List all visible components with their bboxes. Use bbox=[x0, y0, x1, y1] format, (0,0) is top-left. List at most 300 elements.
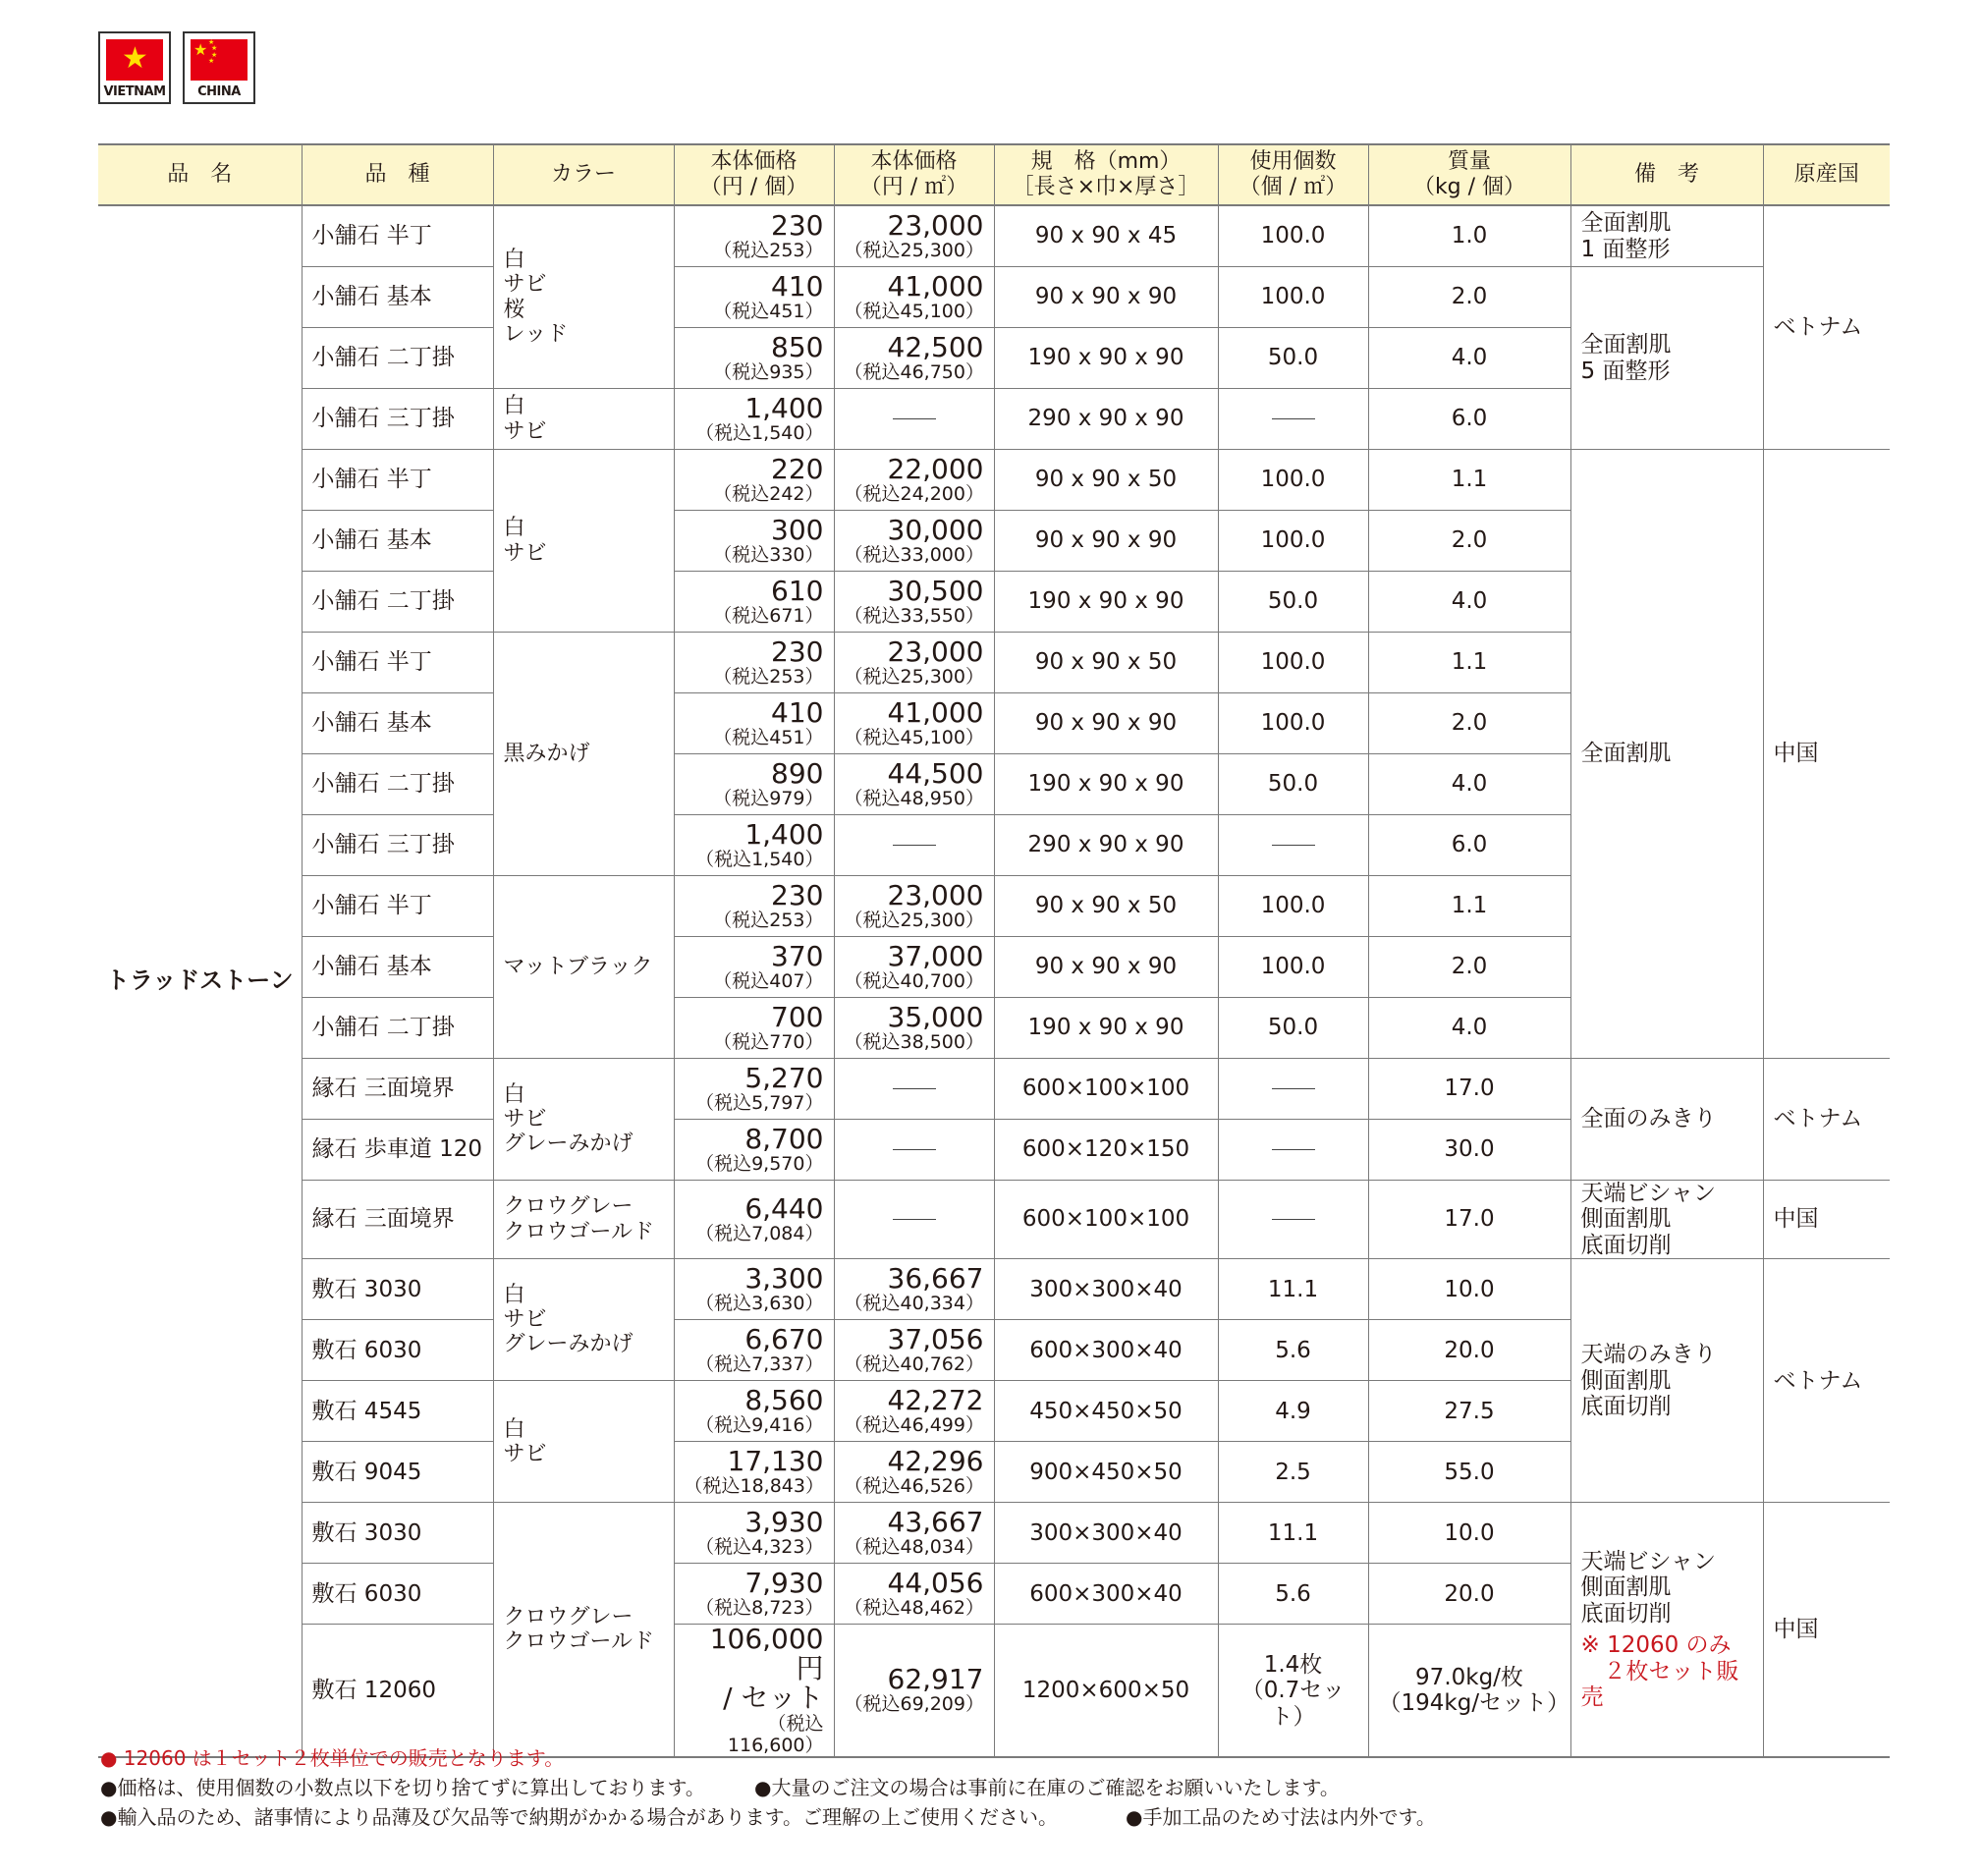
usage-cell: 100.0 bbox=[1218, 450, 1368, 511]
m2-price-tax-value: （税込38,500） bbox=[844, 1030, 984, 1053]
kind-cell: 小舗石 三丁掛 bbox=[302, 815, 493, 876]
price-tax-value: （税込3,630） bbox=[695, 1292, 824, 1314]
price-per-piece-cell bbox=[674, 1259, 834, 1320]
price-per-m2-cell bbox=[834, 1503, 994, 1564]
spec-cell: 90 x 90 x 45 bbox=[994, 205, 1218, 267]
price-per-piece-cell bbox=[674, 998, 834, 1059]
price-tax-value: （税込7,084） bbox=[695, 1222, 824, 1244]
mass-cell: 1.1 bbox=[1368, 876, 1570, 937]
mass-cell: 2.0 bbox=[1368, 267, 1570, 328]
m2-price-tax-value: （税込46,750） bbox=[844, 360, 984, 383]
price-value: 7,930 bbox=[744, 1566, 824, 1599]
price-per-m2-cell bbox=[834, 1625, 994, 1758]
m2-price-tax-value: （税込48,034） bbox=[844, 1535, 984, 1558]
footnote-price-calc bbox=[100, 1772, 705, 1800]
price-tax-value: （税込979） bbox=[713, 787, 824, 809]
remarks-text: 天端ビシャン 側面割肌 底面切削 bbox=[1580, 1181, 1717, 1258]
china-star-icon: ★ bbox=[193, 40, 208, 59]
mass-cell: 4.0 bbox=[1368, 998, 1570, 1059]
remarks-text: 天端のみきり 側面割肌 底面切削 bbox=[1580, 1342, 1717, 1420]
price-value: 5,270 bbox=[744, 1061, 824, 1094]
price-per-m2-cell bbox=[834, 389, 994, 450]
price-per-m2-cell bbox=[834, 267, 994, 328]
kind-cell: 敷石 6030 bbox=[302, 1564, 493, 1625]
usage-cell: 50.0 bbox=[1218, 998, 1368, 1059]
table-row bbox=[98, 267, 1890, 328]
remarks-note: ※ 12060 のみ ２枚セット販売 bbox=[1580, 1632, 1739, 1711]
m2-price-tax-value: （税込33,550） bbox=[844, 604, 984, 627]
price-spec-table bbox=[98, 143, 1890, 1758]
header-usage: 使用個数 （個 / ㎡） bbox=[1218, 144, 1368, 205]
price-per-m2-cell bbox=[834, 1381, 994, 1442]
usage-cell: 11.1 bbox=[1218, 1259, 1368, 1320]
price-per-piece-cell bbox=[674, 205, 834, 267]
origin-cell: 中国 bbox=[1763, 1503, 1890, 1758]
header-remarks: 備 考 bbox=[1570, 144, 1763, 205]
kind-cell: 小舗石 半丁 bbox=[302, 633, 493, 693]
price-value: 610 bbox=[771, 574, 824, 607]
header-origin: 原産国 bbox=[1763, 144, 1890, 205]
color-cell: 白 サビ bbox=[493, 389, 674, 450]
price-per-piece-cell bbox=[674, 267, 834, 328]
spec-cell: 600×120×150 bbox=[994, 1120, 1218, 1181]
empty-dash bbox=[1272, 1088, 1315, 1089]
spec-cell: 90 x 90 x 90 bbox=[994, 267, 1218, 328]
m2-price-value: 44,056 bbox=[887, 1566, 984, 1599]
china-small-star-icon: ★ bbox=[208, 38, 215, 46]
price-per-piece-cell bbox=[674, 389, 834, 450]
spec-cell: 900×450×50 bbox=[994, 1442, 1218, 1503]
m2-price-tax-value: （税込40,334） bbox=[844, 1292, 984, 1314]
spec-cell: 90 x 90 x 90 bbox=[994, 693, 1218, 754]
kind-cell: 敷石 9045 bbox=[302, 1442, 493, 1503]
m2-price-value: 41,000 bbox=[887, 695, 984, 729]
price-value: 300 bbox=[771, 513, 824, 546]
china-flag-label: CHINA bbox=[197, 84, 241, 99]
footnote-set-unit bbox=[100, 1742, 564, 1771]
kind-cell: 縁石 三面境界 bbox=[302, 1059, 493, 1120]
mass-cell: 4.0 bbox=[1368, 328, 1570, 389]
usage-cell: 100.0 bbox=[1218, 205, 1368, 267]
m2-price-value: 42,500 bbox=[887, 330, 984, 363]
price-per-piece-cell bbox=[674, 1059, 834, 1120]
empty-dash bbox=[1272, 418, 1315, 419]
price-per-m2-cell bbox=[834, 998, 994, 1059]
m2-price-tax-value: （税込40,700） bbox=[844, 969, 984, 992]
price-value: 17,130 bbox=[727, 1444, 824, 1477]
table-row bbox=[98, 205, 1890, 267]
origin-cell: ベトナム bbox=[1763, 205, 1890, 450]
kind-cell: 小舗石 二丁掛 bbox=[302, 754, 493, 815]
empty-dash bbox=[893, 845, 936, 846]
origin-cell: 中国 bbox=[1763, 450, 1890, 1059]
spec-cell: 90 x 90 x 50 bbox=[994, 876, 1218, 937]
kind-cell: 小舗石 基本 bbox=[302, 511, 493, 572]
spec-cell: 600×300×40 bbox=[994, 1564, 1218, 1625]
price-per-m2-cell bbox=[834, 1120, 994, 1181]
kind-cell: 小舗石 基本 bbox=[302, 937, 493, 998]
footnote-price-calc-text: ●価格は、使用個数の小数点以下を切り捨てずに算出しております。 bbox=[100, 1776, 705, 1799]
color-cell: 黒みかげ bbox=[493, 633, 674, 876]
mass-cell: 1.1 bbox=[1368, 633, 1570, 693]
mass-cell: 17.0 bbox=[1368, 1181, 1570, 1259]
price-tax-value: （税込9,416） bbox=[695, 1413, 824, 1436]
price-per-m2-cell bbox=[834, 450, 994, 511]
price-value: 8,700 bbox=[744, 1122, 824, 1155]
color-cell: 白 サビ 桜 レッド bbox=[493, 205, 674, 389]
kind-cell: 小舗石 半丁 bbox=[302, 876, 493, 937]
table-row bbox=[98, 450, 1890, 511]
usage-cell: 100.0 bbox=[1218, 937, 1368, 998]
usage-cell: 5.6 bbox=[1218, 1564, 1368, 1625]
price-per-piece-cell bbox=[674, 1181, 834, 1259]
price-per-m2-cell bbox=[834, 572, 994, 633]
price-tax-value: （税込330） bbox=[713, 543, 824, 566]
m2-price-value: 35,000 bbox=[887, 1000, 984, 1033]
china-small-star-icon: ★ bbox=[211, 44, 218, 52]
price-value: 1,400 bbox=[744, 817, 824, 851]
price-per-m2-cell bbox=[834, 1259, 994, 1320]
price-tax-value: （税込18,843） bbox=[684, 1474, 824, 1497]
m2-price-value: 62,917 bbox=[887, 1663, 984, 1696]
china-flag bbox=[183, 31, 255, 104]
empty-dash bbox=[1272, 1219, 1315, 1220]
price-value: 3,930 bbox=[744, 1505, 824, 1538]
price-value: 410 bbox=[771, 695, 824, 729]
remarks-cell bbox=[1570, 1503, 1763, 1758]
usage-cell: 2.5 bbox=[1218, 1442, 1368, 1503]
price-per-m2-cell bbox=[834, 1564, 994, 1625]
mass-cell: 1.0 bbox=[1368, 205, 1570, 267]
spec-cell: 90 x 90 x 50 bbox=[994, 633, 1218, 693]
remarks-text: 全面割肌 bbox=[1580, 741, 1672, 767]
remarks-text: 天端ビシャン 側面割肌 底面切削 bbox=[1580, 1549, 1717, 1627]
table-body bbox=[98, 205, 1890, 1757]
m2-price-tax-value: （税込24,200） bbox=[844, 482, 984, 505]
header-price-per-m2: 本体価格 （円 / ㎡） bbox=[834, 144, 994, 205]
remarks-text: 全面割肌 5 面整形 bbox=[1580, 332, 1672, 384]
color-cell: 白 サビ bbox=[493, 1381, 674, 1503]
footnote-bulk-order bbox=[754, 1772, 1340, 1800]
price-tax-value: （税込116,600） bbox=[727, 1713, 824, 1757]
price-per-piece-cell bbox=[674, 876, 834, 937]
origin-cell: 中国 bbox=[1763, 1181, 1890, 1259]
price-value: 1,400 bbox=[744, 391, 824, 424]
price-per-m2-cell bbox=[834, 693, 994, 754]
m2-price-value: 23,000 bbox=[887, 635, 984, 668]
usage-cell bbox=[1218, 1059, 1368, 1120]
usage-cell bbox=[1218, 1120, 1368, 1181]
price-per-piece-cell bbox=[674, 1320, 834, 1381]
footnote-set-unit-text: ● 12060 は１セット２枚単位での販売となります。 bbox=[100, 1746, 565, 1770]
m2-price-value: 44,500 bbox=[887, 756, 984, 790]
price-value: 3,300 bbox=[744, 1261, 824, 1295]
price-per-m2-cell bbox=[834, 1181, 994, 1259]
spec-cell: 600×300×40 bbox=[994, 1320, 1218, 1381]
mass-cell: 10.0 bbox=[1368, 1259, 1570, 1320]
mass-cell: 10.0 bbox=[1368, 1503, 1570, 1564]
price-value: 220 bbox=[771, 452, 824, 485]
price-tax-value: （税込7,337） bbox=[695, 1352, 824, 1375]
price-per-piece-cell bbox=[674, 1564, 834, 1625]
m2-price-value: 41,000 bbox=[887, 269, 984, 303]
price-per-piece-cell bbox=[674, 754, 834, 815]
price-tax-value: （税込451） bbox=[713, 300, 824, 322]
kind-cell: 小舗石 三丁掛 bbox=[302, 389, 493, 450]
price-tax-value: （税込9,570） bbox=[695, 1152, 824, 1175]
m2-price-tax-value: （税込48,950） bbox=[844, 787, 984, 809]
price-per-m2-cell bbox=[834, 633, 994, 693]
m2-price-value: 22,000 bbox=[887, 452, 984, 485]
kind-cell: 敷石 12060 bbox=[302, 1625, 493, 1758]
empty-dash bbox=[893, 1219, 936, 1220]
price-value: 370 bbox=[771, 939, 824, 972]
usage-cell: 11.1 bbox=[1218, 1503, 1368, 1564]
remarks-cell bbox=[1570, 267, 1763, 450]
kind-cell: 小舗石 基本 bbox=[302, 267, 493, 328]
table-row bbox=[98, 1503, 1890, 1564]
spec-cell: 300×300×40 bbox=[994, 1259, 1218, 1320]
m2-price-tax-value: （税込69,209） bbox=[844, 1693, 984, 1716]
empty-dash bbox=[893, 418, 936, 419]
mass-cell: 1.1 bbox=[1368, 450, 1570, 511]
usage-cell: 4.9 bbox=[1218, 1381, 1368, 1442]
empty-dash bbox=[893, 1149, 936, 1150]
table-row bbox=[98, 1059, 1890, 1120]
spec-cell: 190 x 90 x 90 bbox=[994, 754, 1218, 815]
header-price-per-piece: 本体価格 （円 / 個） bbox=[674, 144, 834, 205]
mass-cell: 4.0 bbox=[1368, 754, 1570, 815]
price-tax-value: （税込407） bbox=[713, 969, 824, 992]
price-tax-value: （税込451） bbox=[713, 726, 824, 748]
kind-cell: 敷石 3030 bbox=[302, 1259, 493, 1320]
price-per-piece-cell bbox=[674, 633, 834, 693]
footnote-handmade-text: ●手加工品のため寸法は内外です。 bbox=[1126, 1805, 1436, 1829]
header-mass: 質量 （kg / 個） bbox=[1368, 144, 1570, 205]
m2-price-value: 36,667 bbox=[887, 1261, 984, 1295]
usage-cell: 100.0 bbox=[1218, 267, 1368, 328]
spec-cell: 90 x 90 x 90 bbox=[994, 511, 1218, 572]
price-per-piece-cell bbox=[674, 693, 834, 754]
spec-cell: 600×100×100 bbox=[994, 1181, 1218, 1259]
price-per-m2-cell bbox=[834, 937, 994, 998]
price-value: 6,670 bbox=[744, 1322, 824, 1355]
m2-price-tax-value: （税込33,000） bbox=[844, 543, 984, 566]
remarks-cell bbox=[1570, 450, 1763, 1059]
price-tax-value: （税込671） bbox=[713, 604, 824, 627]
price-per-m2-cell bbox=[834, 754, 994, 815]
m2-price-tax-value: （税込25,300） bbox=[844, 909, 984, 931]
usage-cell: 100.0 bbox=[1218, 876, 1368, 937]
usage-cell bbox=[1218, 1181, 1368, 1259]
remarks-text: 全面割肌 1 面整形 bbox=[1580, 210, 1672, 262]
m2-price-value: 37,056 bbox=[887, 1322, 984, 1355]
mass-cell: 2.0 bbox=[1368, 693, 1570, 754]
footnote-bulk-order-text: ●大量のご注文の場合は事前に在庫のご確認をお願いいたします。 bbox=[754, 1776, 1340, 1799]
table-row bbox=[98, 1259, 1890, 1320]
usage-cell: 50.0 bbox=[1218, 754, 1368, 815]
price-per-piece-cell bbox=[674, 511, 834, 572]
usage-cell: 50.0 bbox=[1218, 572, 1368, 633]
mass-cell: 55.0 bbox=[1368, 1442, 1570, 1503]
header-color: カラー bbox=[493, 144, 674, 205]
spec-cell: 1200×600×50 bbox=[994, 1625, 1218, 1758]
usage-cell: 100.0 bbox=[1218, 693, 1368, 754]
footnote-import-text: ●輸入品のため、諸事情により品薄及び欠品等で納期がかかる場合があります。ご理解の上ご使用ください。 bbox=[100, 1805, 1059, 1829]
usage-cell: 5.6 bbox=[1218, 1320, 1368, 1381]
price-per-m2-cell bbox=[834, 815, 994, 876]
m2-price-tax-value: （税込46,499） bbox=[844, 1413, 984, 1436]
spec-cell: 90 x 90 x 50 bbox=[994, 450, 1218, 511]
m2-price-value: 42,296 bbox=[887, 1444, 984, 1477]
m2-price-tax-value: （税込25,300） bbox=[844, 665, 984, 688]
spec-cell: 600×100×100 bbox=[994, 1059, 1218, 1120]
color-cell: 白 サビ bbox=[493, 450, 674, 633]
spec-cell: 190 x 90 x 90 bbox=[994, 998, 1218, 1059]
price-value: 8,560 bbox=[744, 1383, 824, 1416]
price-per-piece-cell bbox=[674, 1625, 834, 1758]
kind-cell: 敷石 3030 bbox=[302, 1503, 493, 1564]
empty-dash bbox=[893, 1088, 936, 1089]
price-per-m2-cell bbox=[834, 205, 994, 267]
m2-price-tax-value: （税込46,526） bbox=[844, 1474, 984, 1497]
remarks-cell bbox=[1570, 1259, 1763, 1503]
spec-cell: 290 x 90 x 90 bbox=[994, 815, 1218, 876]
color-cell: 白 サビ グレーみかげ bbox=[493, 1259, 674, 1381]
mass-cell: 4.0 bbox=[1368, 572, 1570, 633]
price-per-piece-cell bbox=[674, 572, 834, 633]
price-tax-value: （税込4,323） bbox=[695, 1535, 824, 1558]
price-tax-value: （税込935） bbox=[713, 360, 824, 383]
price-tax-value: （税込770） bbox=[713, 1030, 824, 1053]
header-kind: 品 種 bbox=[302, 144, 493, 205]
price-value: 890 bbox=[771, 756, 824, 790]
kind-cell: 敷石 4545 bbox=[302, 1381, 493, 1442]
price-value: 230 bbox=[771, 878, 824, 911]
product-name-cell: トラッドストーン bbox=[98, 205, 302, 1757]
spec-cell: 300×300×40 bbox=[994, 1503, 1218, 1564]
price-per-piece-cell bbox=[674, 1120, 834, 1181]
price-value: 6,440 bbox=[744, 1191, 824, 1225]
price-per-piece-cell bbox=[674, 1381, 834, 1442]
price-tax-value: （税込253） bbox=[713, 665, 824, 688]
remarks-cell bbox=[1570, 1059, 1763, 1181]
kind-cell: 縁石 三面境界 bbox=[302, 1181, 493, 1259]
price-value: 230 bbox=[771, 208, 824, 242]
m2-price-value: 43,667 bbox=[887, 1505, 984, 1538]
china-small-star-icon: ★ bbox=[208, 57, 215, 65]
price-per-piece-cell bbox=[674, 328, 834, 389]
color-cell: 白 サビ グレーみかげ bbox=[493, 1059, 674, 1181]
m2-price-value: 42,272 bbox=[887, 1383, 984, 1416]
kind-cell: 縁石 歩車道 120 bbox=[302, 1120, 493, 1181]
price-per-m2-cell bbox=[834, 1059, 994, 1120]
usage-cell: 100.0 bbox=[1218, 633, 1368, 693]
usage-cell bbox=[1218, 389, 1368, 450]
price-tax-value: （税込1,540） bbox=[695, 848, 824, 870]
price-per-m2-cell bbox=[834, 876, 994, 937]
empty-dash bbox=[1272, 1149, 1315, 1150]
m2-price-value: 30,000 bbox=[887, 513, 984, 546]
mass-cell: 2.0 bbox=[1368, 937, 1570, 998]
price-tax-value: （税込253） bbox=[713, 239, 824, 261]
spec-cell: 290 x 90 x 90 bbox=[994, 389, 1218, 450]
m2-price-tax-value: （税込45,100） bbox=[844, 726, 984, 748]
price-tax-value: （税込253） bbox=[713, 909, 824, 931]
mass-cell: 20.0 bbox=[1368, 1320, 1570, 1381]
m2-price-tax-value: （税込25,300） bbox=[844, 239, 984, 261]
kind-cell: 敷石 6030 bbox=[302, 1320, 493, 1381]
mass-cell: 2.0 bbox=[1368, 511, 1570, 572]
mass-cell: 6.0 bbox=[1368, 389, 1570, 450]
price-tax-value: （税込8,723） bbox=[695, 1596, 824, 1619]
price-per-piece-cell bbox=[674, 1503, 834, 1564]
price-value: 106,000 円 / セット bbox=[709, 1623, 824, 1715]
m2-price-tax-value: （税込45,100） bbox=[844, 300, 984, 322]
kind-cell: 小舗石 基本 bbox=[302, 693, 493, 754]
price-tax-value: （税込242） bbox=[713, 482, 824, 505]
kind-cell: 小舗石 二丁掛 bbox=[302, 998, 493, 1059]
origin-cell: ベトナム bbox=[1763, 1059, 1890, 1181]
m2-price-value: 30,500 bbox=[887, 574, 984, 607]
spec-cell: 450×450×50 bbox=[994, 1381, 1218, 1442]
mass-cell: 17.0 bbox=[1368, 1059, 1570, 1120]
price-per-piece-cell bbox=[674, 1442, 834, 1503]
usage-cell: 1.4枚 （0.7セット） bbox=[1218, 1625, 1368, 1758]
footnote-import bbox=[100, 1801, 1058, 1830]
remarks-cell bbox=[1570, 1181, 1763, 1259]
price-tax-value: （税込1,540） bbox=[695, 421, 824, 444]
header-spec: 規 格（mm） ［長さ×巾×厚さ］ bbox=[994, 144, 1218, 205]
vietnam-flag bbox=[98, 31, 171, 104]
m2-price-value: 23,000 bbox=[887, 878, 984, 911]
mass-cell: 97.0kg/枚 （194kg/セット） bbox=[1368, 1625, 1570, 1758]
remarks-text: 全面のみきり bbox=[1580, 1106, 1717, 1132]
m2-price-value: 23,000 bbox=[887, 208, 984, 242]
mass-cell: 20.0 bbox=[1368, 1564, 1570, 1625]
m2-price-tax-value: （税込40,762） bbox=[844, 1352, 984, 1375]
table-header-row bbox=[98, 144, 1890, 205]
color-cell: クロウグレー クロウゴールド bbox=[493, 1181, 674, 1259]
china-small-star-icon: ★ bbox=[211, 51, 218, 59]
price-per-m2-cell bbox=[834, 328, 994, 389]
price-per-m2-cell bbox=[834, 511, 994, 572]
kind-cell: 小舗石 二丁掛 bbox=[302, 572, 493, 633]
spec-cell: 90 x 90 x 90 bbox=[994, 937, 1218, 998]
empty-dash bbox=[1272, 845, 1315, 846]
price-per-piece-cell bbox=[674, 937, 834, 998]
usage-cell: 50.0 bbox=[1218, 328, 1368, 389]
color-cell: クロウグレー クロウゴールド bbox=[493, 1503, 674, 1758]
kind-cell: 小舗石 半丁 bbox=[302, 205, 493, 267]
mass-cell: 30.0 bbox=[1368, 1120, 1570, 1181]
price-per-piece-cell bbox=[674, 815, 834, 876]
price-value: 410 bbox=[771, 269, 824, 303]
kind-cell: 小舗石 半丁 bbox=[302, 450, 493, 511]
price-value: 230 bbox=[771, 635, 824, 668]
header-name: 品 名 bbox=[98, 144, 302, 205]
usage-cell bbox=[1218, 815, 1368, 876]
mass-cell: 27.5 bbox=[1368, 1381, 1570, 1442]
table-row bbox=[98, 1181, 1890, 1259]
remarks-cell bbox=[1570, 205, 1763, 267]
usage-cell: 100.0 bbox=[1218, 511, 1368, 572]
kind-cell: 小舗石 二丁掛 bbox=[302, 328, 493, 389]
vietnam-star-icon: ★ bbox=[122, 41, 148, 76]
color-cell: マットブラック bbox=[493, 876, 674, 1059]
price-value: 850 bbox=[771, 330, 824, 363]
vietnam-flag-label: VIETNAM bbox=[103, 84, 166, 99]
